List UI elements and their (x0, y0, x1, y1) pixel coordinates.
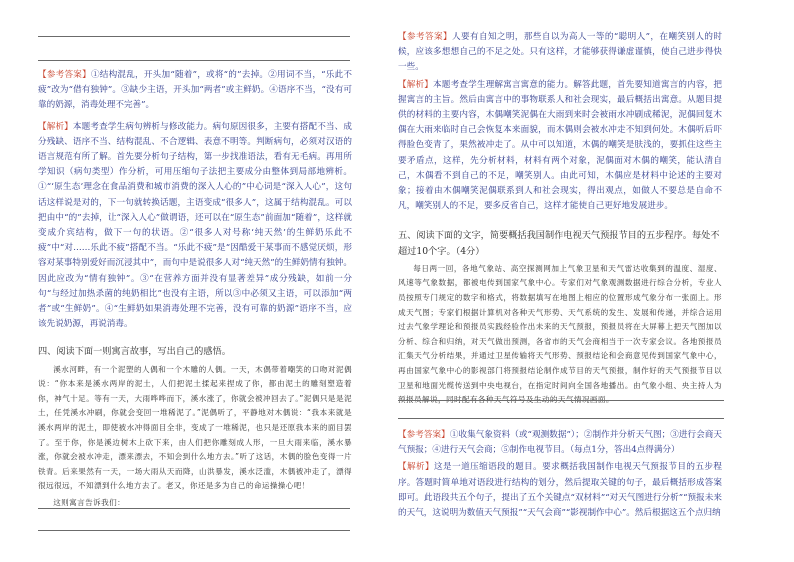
answer-text: ①结构混乱，开头加“随着”，或将“的”去掉。②用词不当，“乐此不疲”改为“借有独钟”。③缺少主语，开头加“两者”或主鲜奶。④语序不当，“没有可靠的奶源，消毒处理不完善”。 (38, 70, 352, 111)
analysis-tag: 【解析】 (398, 462, 435, 473)
answer-text: 人要有自知之明，那些自以为高人一等的“聪明人”，在嘲笑别人的时候，应该多想想自己的不足之处。只有这样，才能够获得谦虚谨慎，使自己进步得快一些。 (398, 32, 722, 73)
weather-passage: 每日两一回，各地气象站、高空探测网加上气象卫星和天气雷达收集到的温度、湿度、风速等气象数据，都被电传到国家气象中心。专家们对气象观测数据进行综合分析，专业人员按照专门规定的数字和格式，将数据填写在地图上相应的位置形成气象分布一张面上。形成天气图；专家们根据计算机对各种天气形势、天气系统的发生、发展和传递，并综合运用过去气象学理论和预报员实践经验作出未来的天气预报，预报员将在大屏幕上把天气图加以分析、综合和归纳，对天气做出预测，各省市的天气会商相当于一次专家会议。各地预报员汇集天气分析结果，并通过卫星传输将天气形势、预报结论和会商意见传到国家气象中心，再由国家气象中心的影视部门将预报结论制作成节目的天气预报，制作好的天气预报节目以卫星和地面光缆传送到中央电视台，在指定时间向全国各地播出。由气象小组、央主持人为预报员解说，同时配有各种天气符号及生动的天气情况画面。 (398, 263, 722, 405)
analysis-text: 本题考查学生病句辨析与修改能力。病句原因很多，主要有搭配不当、成分残缺、语序不当、结构混乱、不合逻辑、表意不明等。判断病句，必须对汉语的语言规范有所了解。首先要分析句子结构，第一步找准语法，看有无毛病。再用所学知识（病句类型）作分析，可用压缩句子法把主要成分由整体到局部地辨析。①“‘原生态’理念在食品消费和城市消费的深入人心的”中心词是“深入人心”，这句话这样说是对的，下一句就转换话题，主语变成“很多人”，这属于结构混乱。可以把由中“的”去掉，让“深入人心”做谓语，还可以在“原生态”前面加“随着”，这样就变成介宾结构，做下一句的状语。②“很多人对号称‘纯天然’的生鲜奶乐此不疲”中“对……乐此不疲”搭配不当。“乐此不疲”是“因酷爱干某事而不感觉厌烦，形容对某事特别爱好而沉浸其中”，而句中是说很多人对“纯天然”的生鲜奶情有独钟。因此应改为“情有独钟”。③“在营养方面并没有显著差异”成分残缺，如前一分句“与经过加热杀菌的纯奶相比”也没有主语，所以③中必须又主语，可以添加“两者”或“生鲜奶”。④“生鲜奶如果消毒处理不完善，没有可靠的奶源”语序不当，应该先说奶源，再说消毒。 (38, 121, 352, 330)
right-column (398, 30, 722, 408)
analysis-tag: 【解析】 (398, 79, 434, 90)
fable-text: 溪水河畔，有一个泥塑的人偶和一个木雕的人偶。一天，木偶带着嘲笑的口吻对泥偶说：“你本来是溪水两岸的泥土，人们把泥土揉起来捏成了你，都由泥土的雕刻塑造着你，神气十足。等有一天，大雨哗哗而下，溪水涨了，你就会被冲回去了。”泥偶只是是泥土，任凭溪水冲刷，你就会变回一堆稀泥了。”泥偶听了，平静地对木偶说：“我本来就是溪水两岸的泥土，即使被水冲得面目全非，变成了一堆稀泥，也只是还原我本来的面目罢了。至于你，你是溪边树木上砍下来，由人们把你雕刻成人形，一旦大雨来临，溪水暴涨，你就会被水冲走，漂来漂去，不知会到什么地方去。”听了这话，木偶的脸色变得一片铁青。后来果然有一天，一场大雨从天而降，山洪暴发，溪水泛滥，木偶被冲走了，漂得很远很远，不知漂到什么地方去了。老又，你还是多为自己的命运操操心吧！ (38, 364, 352, 491)
answer-tag: 【参考答案】 (38, 70, 91, 80)
question-4: 四、阅读下面一则寓言故事，写出自己的感悟。 (38, 346, 231, 358)
answer-block-1 (38, 68, 352, 114)
analysis-block-5 (398, 460, 722, 521)
left-column (38, 68, 352, 511)
answer-tag: 【参考答案】 (398, 430, 450, 440)
answer-text: ①收集气象资料（或“观测数据”）；②制作并分析天气图；③进行会商天气预报；④进行天气会商；⑤制作电视节目。（每点1分，答出4点得满分） (398, 430, 722, 456)
answer-line (398, 418, 724, 419)
answer-line (38, 508, 350, 509)
answer-tag: 【参考答案】 (398, 32, 452, 42)
analysis-block-1 (38, 120, 352, 333)
analysis-text: 这是一道压缩语段的题目。要求概括我国制作电视天气预报节目的五步程序。答题时简单地对语段进行结构的划分，然后提取关键的句子，最后概括形成答案即可。此语段共五个句子，提出了五个关键点“双材料”“对天气图进行分析”“预报未来的天气，这说明为数值天气预报”“天气会商”“影视制作中心”。然后根据这五个点归纳 (398, 462, 722, 519)
answer-line (38, 60, 350, 61)
answer-line (38, 36, 350, 37)
answer-block-4 (398, 30, 722, 76)
analysis-text: 本题考查学生理解寓言寓意的能力。解答此题，首先要知道寓言的内容，把握寓言的主旨。然后由寓言中的事物联系人和社会现实，最后概括出寓意。从题目提供的材料的主要内容，木偶嘲笑泥偶在大雨到来时会被雨水冲刷成稀泥，泥偶回复木偶在大雨来临时自己会恢复本来面貌，而木偶则会被水冲走不知到何处。木偶听后吓得脸色变青了，果然被冲走了。从中可以知道，木偶的嘲笑是肤浅的，要抓住这些主要矛盾点，这样，先分析材料，材料有两个对象，泥偶面对木偶的嘲笑，能认清自己，木偶看不到自己的不足，嘲笑别人。由此可知，木偶应是材料中论述的主要对象；接着由木偶嘲笑泥偶联系到人和社会现实，得出观点，如做人不要总是自命不凡，嘲笑别人的不足，要多反省自己，这样才能使自己更好地发展进步。 (398, 79, 722, 212)
question-5: 五、阅读下面的文字，简要概括我国制作电视天气预报节目的五步程序。每处不超过10个字。（4分） (398, 230, 720, 257)
analysis-tag: 【解析】 (38, 121, 73, 132)
answer-line (398, 400, 724, 401)
right-column-lower (398, 428, 722, 521)
fable-prompt: 这则寓言告诉我们： (53, 498, 126, 507)
analysis-block-4 (398, 78, 722, 215)
answer-line (38, 530, 350, 531)
answer-block-5 (398, 428, 722, 458)
